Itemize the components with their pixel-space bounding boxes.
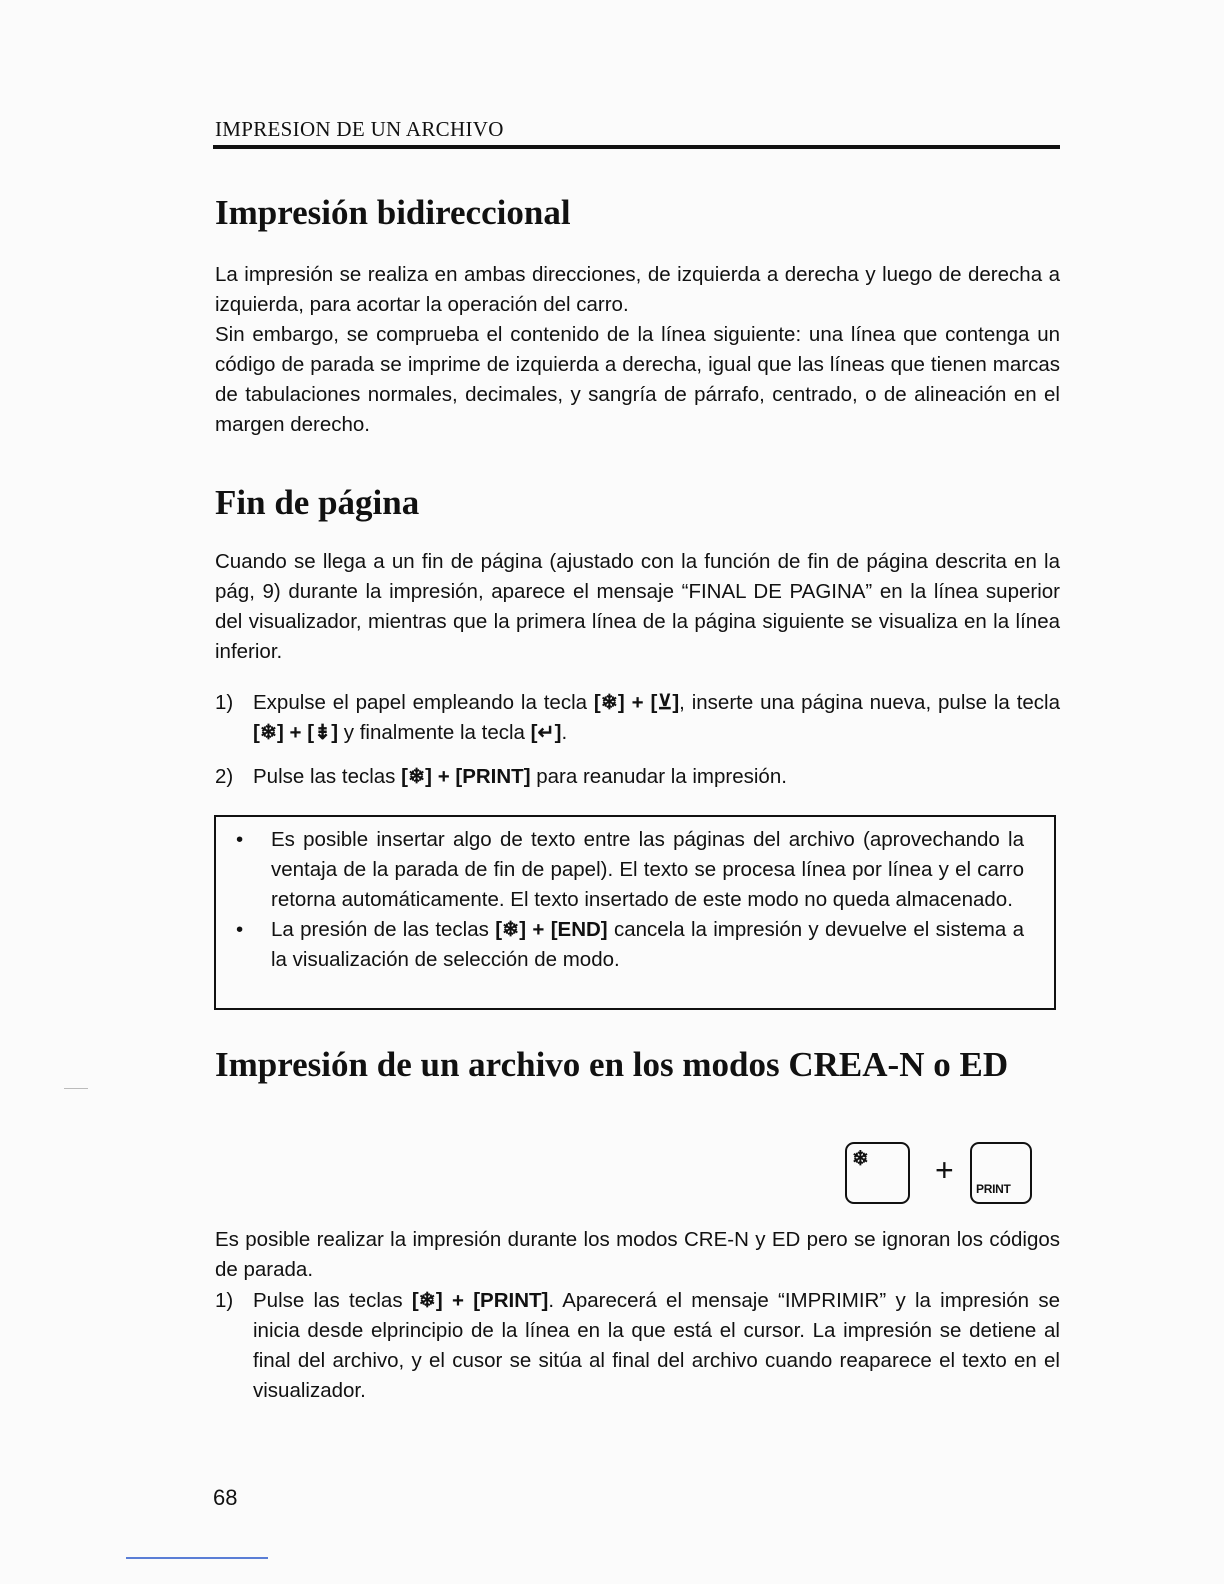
shift-keycap: [845, 1142, 910, 1204]
note-box: [214, 815, 1056, 1010]
paragraph-end-of-page: Cuando se llega a un fin de página (ajustado con la función de fin de página descrita en la pág, 9) durante la impresión, aparece el mensaje “FINAL DE PAGINA” en la línea superior del visualizador, mientras que la primera línea de la página siguiente se visualiza en la línea inferior.: [215, 550, 1060, 663]
step-number: 1): [215, 691, 234, 714]
print-key-label: [PRINT]: [455, 765, 531, 788]
shift-key-icon: [❄]: [593, 691, 625, 714]
heading-bidirectional: Impresión bidireccional: [215, 193, 571, 232]
running-head: IMPRESION DE UN ARCHIVO: [215, 117, 504, 141]
end-key-label: [END]: [550, 918, 608, 941]
step-number: 2): [215, 765, 234, 788]
header-rule: [213, 145, 1060, 149]
bullet-icon: •: [236, 918, 244, 941]
step-number: 1): [215, 1289, 234, 1312]
print-key-label: PRINT: [976, 1182, 1011, 1196]
shift-key-icon: [❄]: [401, 765, 432, 788]
paragraph-print-in-modes: Es posible realizar la impresión durante los modos CRE-N y ED pero se ignoran los códigos de parada.: [215, 1228, 1060, 1281]
step-eject-paper: 1) Expulse el papel empleando la tecla [❄] + [⊻], inserte una página nueva, pulse la tecla [❄] + [⇟] y finalmente la tecla [↵].: [215, 688, 1060, 748]
note-item: • La presión de las teclas [❄] + [END] cancela la impresión y devuelve el sistema a la visualización de selección de modo.: [236, 915, 1024, 975]
bullet-icon: •: [236, 828, 244, 851]
plus-sign: +: [935, 1152, 954, 1188]
paragraph-bidirectional-1: La impresión se realiza en ambas direcciones, de izquierda a derecha y luego de derecha a izquierda, para acortar la operación del carro.: [215, 263, 1060, 316]
margin-mark: [64, 1088, 88, 1089]
shift-key-icon: [❄]: [411, 1289, 443, 1312]
paper-feed-key-icon: [⇟]: [307, 721, 339, 744]
heading-print-in-modes: Impresión de un archivo en los modos CREA-N o ED: [215, 1045, 1009, 1084]
shift-key-icon: ❄: [852, 1148, 869, 1170]
shift-key-icon: [❄]: [495, 918, 527, 941]
paper-eject-key-icon: [⊻]: [650, 691, 680, 714]
step-resume-print: 2) Pulse las teclas [❄] + [PRINT] para reanudar la impresión.: [215, 762, 1060, 792]
return-key-icon: [↵]: [530, 721, 562, 744]
bottom-underline: [126, 1557, 268, 1559]
step-press-print: 1) Pulse las teclas [❄] + [PRINT]. Aparecerá el mensaje “IMPRIMIR” y la impresión se inicia desde elprincipio de la línea en la que está el cursor. La impresión se detiene al final del archivo, y el cusor se sitúa al final del archivo cuando reaparece el texto en el visualizador.: [215, 1286, 1060, 1406]
print-key-label: [PRINT]: [473, 1289, 549, 1312]
print-keycap: [970, 1142, 1032, 1204]
note-item: • Es posible insertar algo de texto entre las páginas del archivo (aprovechando la ventaja de la parada de fin de papel). El texto se procesa línea por línea y el carro retorna automáticamente. El texto insertado de este modo no queda almacenado.: [236, 825, 1024, 915]
heading-end-of-page: Fin de página: [215, 483, 420, 522]
paragraph-bidirectional-2: Sin embargo, se comprueba el contenido de la línea siguiente: una línea que contenga un código de parada se imprime de izquierda a derecha, igual que las líneas que tienen marcas de tabulaciones normales, decimales, y sangría de párrafo, centrado, o de alineación en el margen derecho.: [215, 323, 1060, 436]
page-number: 68: [213, 1485, 238, 1510]
shift-key-icon: [❄]: [253, 721, 284, 744]
